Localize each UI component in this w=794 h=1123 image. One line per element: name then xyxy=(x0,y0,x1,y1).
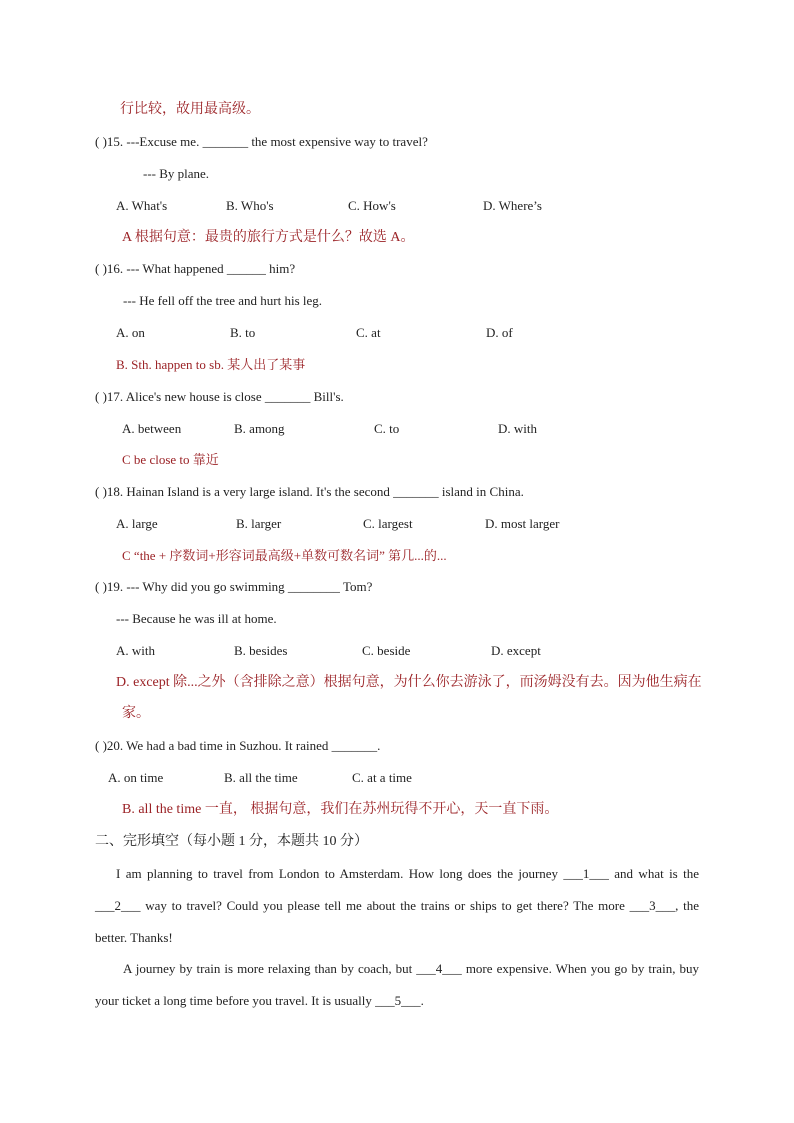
option-c: C. largest xyxy=(363,516,413,531)
answer-explanation-cont: 家。 xyxy=(122,706,150,721)
option-d: D. Where’s xyxy=(483,198,542,213)
answer-explanation: D. except 除...之外（含排除之意）根据句意，为什么你去游泳了，而汤姆没有去。因为他生病在 xyxy=(116,675,702,690)
option-c: C. at a time xyxy=(352,770,412,785)
option-d: D. with xyxy=(498,421,537,436)
option-d: D. except xyxy=(491,643,541,658)
question-15: ( )15. ---Excuse me. _______ the most expensive way to travel? xyxy=(95,134,428,149)
option-c: C. How's xyxy=(348,198,396,213)
answer-explanation: C be close to 靠近 xyxy=(122,452,219,467)
question-18: ( )18. Hainan Island is a very large island. It's the second _______ island in China. xyxy=(95,484,524,499)
option-a: A. What's xyxy=(116,198,168,213)
option-c: C. to xyxy=(374,421,400,436)
dialogue-line: --- By plane. xyxy=(143,166,210,181)
answer-explanation: A 根据句意：最贵的旅行方式是什么？故选 A。 xyxy=(122,230,415,245)
option-c: C. beside xyxy=(362,643,411,658)
option-d: D. of xyxy=(486,325,513,340)
option-a: A. on time xyxy=(108,770,164,785)
question-17: ( )17. Alice's new house is close _______ Bill's. xyxy=(95,389,344,404)
option-b: B. Who's xyxy=(226,198,274,213)
cloze-paragraph-1: I am planning to travel from London to Amsterdam. How long does the journey ___1___ and what is the ___2___ way to travel? Could you please tell me about the trains or ships to get there? The more ___3___, the better. Thanks! xyxy=(95,866,699,945)
option-a: A. large xyxy=(116,516,158,531)
cloze-paragraph-2: A journey by train is more relaxing than by coach, but ___4___ more expensive. When you go by train, buy your ticket a long time before you travel. It is usually ___5___. xyxy=(95,961,699,1008)
answer-explanation: B. all the time 一直， 根据句意，我们在苏州玩得不开心，天一直下雨。 xyxy=(122,802,559,817)
option-d: D. most larger xyxy=(485,516,560,531)
option-b: B. all the time xyxy=(224,770,298,785)
option-b: B. besides xyxy=(234,643,288,658)
option-a: A. on xyxy=(116,325,145,340)
question-16: ( )16. --- What happened ______ him? xyxy=(95,261,296,276)
option-c: C. at xyxy=(356,325,381,340)
section-heading: 二、完形填空（每小题 1 分，本题共 10 分） xyxy=(95,834,368,849)
answer-explanation: B. Sth. happen to sb. 某人出了某事 xyxy=(116,357,306,372)
option-b: B. larger xyxy=(236,516,282,531)
option-a: A. between xyxy=(122,421,182,436)
question-20: ( )20. We had a bad time in Suzhou. It rained _______. xyxy=(95,738,381,753)
explanation-line: 行比较，故用最高级。 xyxy=(120,102,260,117)
answer-explanation: C “the + 序数词+形容词最高级+单数可数名词” 第几...的... xyxy=(122,548,447,563)
dialogue-line: --- Because he was ill at home. xyxy=(116,611,277,626)
option-b: B. among xyxy=(234,421,285,436)
option-b: B. to xyxy=(230,325,256,340)
question-19: ( )19. --- Why did you go swimming ________ Tom? xyxy=(95,579,373,594)
option-a: A. with xyxy=(116,643,155,658)
dialogue-line: --- He fell off the tree and hurt his leg. xyxy=(123,293,323,308)
